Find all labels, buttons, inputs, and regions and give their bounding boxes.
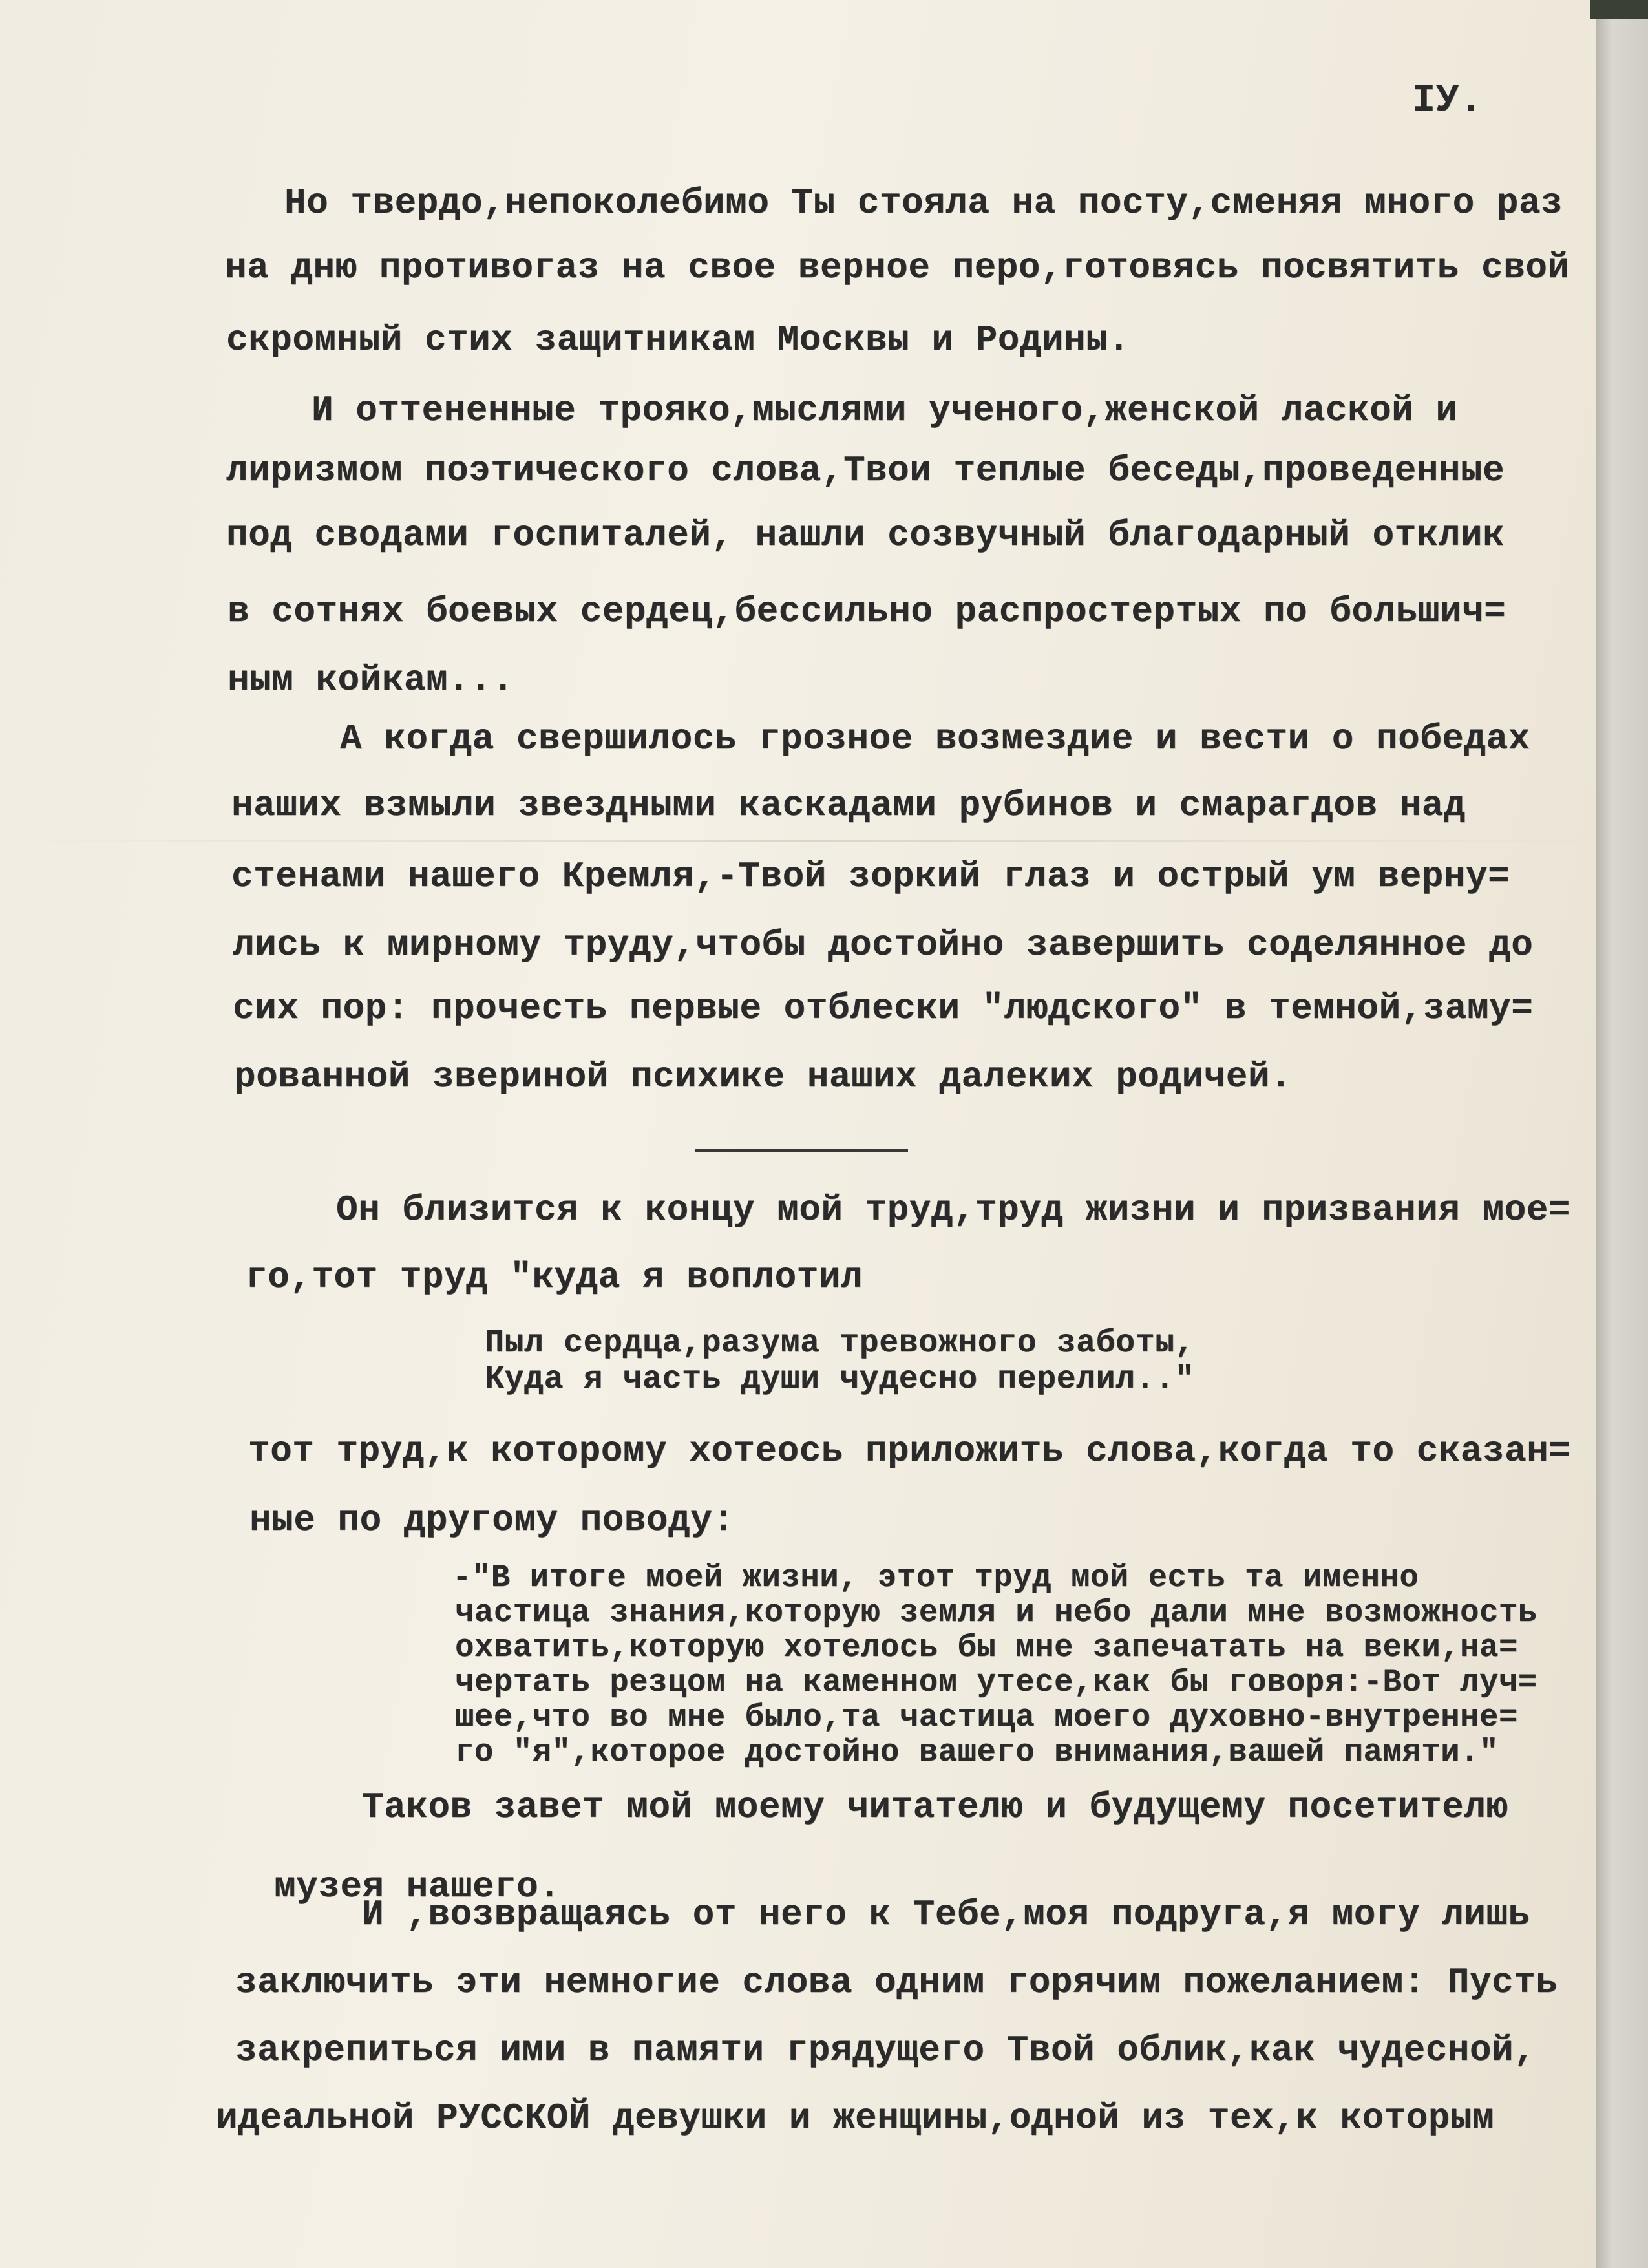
paragraph-2-line: лиризмом поэтического слова,Твои теплые беседы,проведенные: [226, 450, 1505, 491]
paragraph-6-line: Таков завет мой моему читателю и будущему посетителю: [362, 1786, 1508, 1828]
quote-line: -"В итоге моей жизни, этот труд мой есть та именно: [452, 1560, 1419, 1596]
paragraph-7-line: заключить эти немногие слова одним горячим пожеланием: Пусть: [235, 1962, 1558, 2003]
paragraph-5-line: тот труд,к которому хотеось приложить слова,когда то сказан=: [248, 1430, 1571, 1472]
paragraph-3-line: лись к мирному труду,чтобы достойно завершить соделянное до: [233, 924, 1534, 966]
paragraph-2-line: ным койкам...: [227, 659, 514, 701]
scan-corner: [1590, 0, 1648, 19]
paragraph-4-line: го,тот труд "куда я воплотил: [246, 1256, 863, 1298]
quote-line: чертать резцом на каменном утесе,как бы говоря:-Вот луч=: [455, 1664, 1537, 1701]
paragraph-7-line: закрепиться ими в памяти грядущего Твой облик,как чудесной,: [235, 2030, 1536, 2071]
paragraph-1-line: на дню противогаз на свое верное перо,готовясь посвятить свой: [225, 247, 1570, 288]
paragraph-3-line: рованной звериной психике наших далеких родичей.: [234, 1056, 1293, 1097]
paragraph-3-line: А когда свершилось грозное возмездие и вести о победах: [340, 718, 1530, 759]
paper-fold: [0, 840, 1600, 842]
paragraph-4-line: Он близится к концу мой труд,труд жизни и призвания мое=: [336, 1189, 1570, 1231]
paragraph-5-line: ные по другому поводу:: [249, 1500, 735, 1541]
paragraph-3-line: наших взмыли звездными каскадами рубинов и смарагдов над: [231, 785, 1466, 826]
section-divider: [695, 1149, 908, 1152]
paragraph-6-line: музея нашего.: [274, 1866, 561, 1907]
quote-line: го "я",которое достойно вашего внимания,вашей памяти.": [455, 1734, 1499, 1770]
paragraph-7-line: идеальной РУССКОЙ девушки и женщины,одной из тех,к которым: [216, 2097, 1495, 2139]
quote-line: частица знания,которую земля и небо дали мне возможность: [455, 1595, 1537, 1631]
paragraph-3-line: стенами нашего Кремля,-Твой зоркий глаз и острый ум верну=: [231, 856, 1510, 897]
paragraph-2-line: под сводами госпиталей, нашли созвучный благодарный отклик: [226, 514, 1505, 556]
quote-line: шее,что во мне было,та частица моего духовно-внутренне=: [455, 1699, 1518, 1735]
paragraph-3-line: сих пор: прочесть первые отблески "людского" в темной,заму=: [233, 988, 1534, 1029]
page-number: IУ.: [1412, 79, 1483, 123]
paragraph-7-line: И ,возвращаясь от него к Тебе,моя подруга,я могу лишь: [362, 1894, 1530, 1935]
page-edge: [1596, 0, 1648, 2268]
poem-line: Куда я часть души чудесно перелил..": [485, 1361, 1195, 1398]
quote-line: охватить,которую хотелось бы мне запечатать на веки,на=: [455, 1629, 1518, 1666]
paragraph-2-line: И оттененные трояко,мыслями ученого,женской лаской и: [312, 390, 1458, 431]
poem-line: Пыл сердца,разума тревожного заботы,: [485, 1325, 1195, 1362]
paragraph-1-line: скромный стих защитникам Москвы и Родины.: [226, 319, 1130, 361]
paragraph-2-line: в сотнях боевых сердец,бессильно распростертых по большич=: [227, 591, 1506, 632]
paragraph-1-line: Но твердо,непоколебимо Ты стояла на посту,сменяя много раз: [284, 182, 1563, 224]
